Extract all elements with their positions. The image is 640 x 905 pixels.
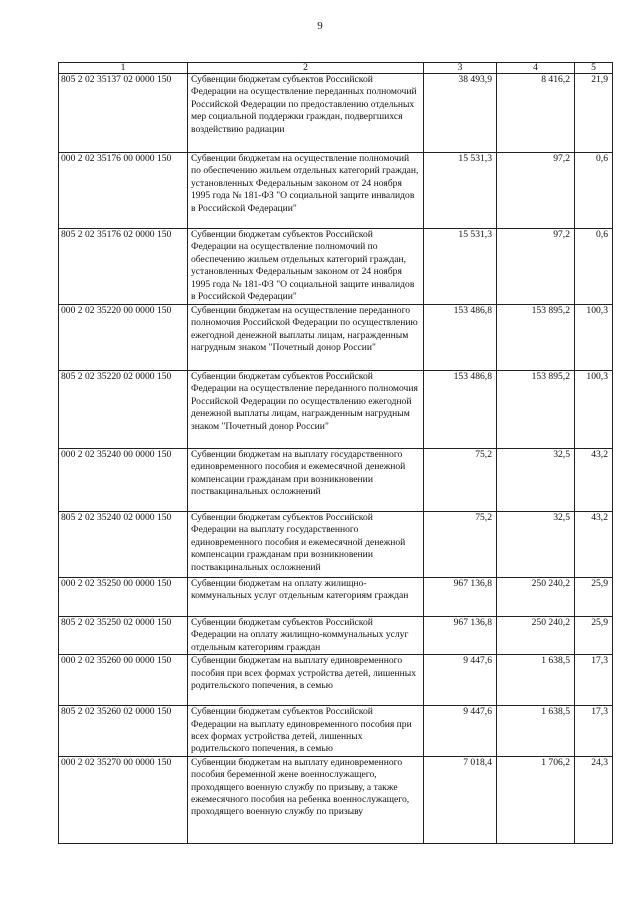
table-row xyxy=(59,229,613,305)
actual-amount-cell: 153 895,2 xyxy=(497,371,575,449)
plan-amount-cell: 75,2 xyxy=(424,512,497,578)
budget-code-cell: 000 2 02 35250 00 0000 150 xyxy=(59,578,188,617)
percent-cell: 25,9 xyxy=(575,578,613,617)
plan-amount-cell: 967 136,8 xyxy=(424,578,497,617)
table-row xyxy=(59,512,613,578)
income-name-cell: Субвенции бюджетам субъектов Российской Федерации на выплату государственного единовременного пособия и ежемесячной денежной компенсации гражданам при возникновении поствакцинальных осложнений xyxy=(188,512,424,578)
budget-code-cell: 000 2 02 35176 00 0000 150 xyxy=(59,153,188,229)
plan-amount-cell: 9 447,6 xyxy=(424,655,497,706)
actual-amount-cell: 97,2 xyxy=(497,153,575,229)
plan-amount-cell: 9 447,6 xyxy=(424,706,497,757)
actual-amount-cell: 97,2 xyxy=(497,229,575,305)
plan-amount-cell: 153 486,8 xyxy=(424,305,497,371)
actual-amount-cell: 153 895,2 xyxy=(497,305,575,371)
income-name-cell: Субвенции бюджетам субъектов Российской Федерации на осуществление переданных полномочий Российской Федерации по предоставлению отдельных мер социальной поддержки граждан, подвергшихся воздействию радиации xyxy=(188,74,424,153)
table-row xyxy=(59,449,613,512)
column-header-plan: 3 xyxy=(424,63,497,74)
income-name-cell: Субвенции бюджетам на выплату единовременного пособия при всех формах устройства детей, лишенных родительского попечения, в семью xyxy=(188,655,424,706)
percent-cell: 17,3 xyxy=(575,706,613,757)
column-header-actual: 4 xyxy=(497,63,575,74)
percent-cell: 25,9 xyxy=(575,617,613,655)
percent-cell: 17,3 xyxy=(575,655,613,706)
table-row xyxy=(59,706,613,757)
income-name-cell: Субвенции бюджетам на выплату единовременного пособия беременной жене военнослужащего, проходящего военную службу по призыву, а также ежемесячного пособия на ребенка военнослужащего, проходящего военную службу по призыву xyxy=(188,756,424,843)
actual-amount-cell: 250 240,2 xyxy=(497,617,575,655)
income-name-cell: Субвенции бюджетам субъектов Российской Федерации на осуществление полномочий по обеспечению жильем отдельных категорий граждан, установленных Федеральным законом от 24 ноября 1995 года № 181-ФЗ "О социальной защите инвалидов в Российской Федерации" xyxy=(188,229,424,305)
table-row xyxy=(59,371,613,449)
budget-code-cell: 000 2 02 35270 00 0000 150 xyxy=(59,756,188,843)
column-header-code: 1 xyxy=(59,63,188,74)
actual-amount-cell: 32,5 xyxy=(497,512,575,578)
percent-cell: 100,3 xyxy=(575,371,613,449)
percent-cell: 43,2 xyxy=(575,512,613,578)
actual-amount-cell: 250 240,2 xyxy=(497,578,575,617)
plan-amount-cell: 15 531,3 xyxy=(424,153,497,229)
plan-amount-cell: 967 136,8 xyxy=(424,617,497,655)
budget-table xyxy=(58,62,613,844)
plan-amount-cell: 7 018,4 xyxy=(424,756,497,843)
income-name-cell: Субвенции бюджетам субъектов Российской Федерации на осуществление переданного полномочия Российской Федерации по осуществлению ежегодной денежной выплаты лицам, награжденным нагрудным знаком "Почетный донор России" xyxy=(188,371,424,449)
plan-amount-cell: 75,2 xyxy=(424,449,497,512)
actual-amount-cell: 1 638,5 xyxy=(497,655,575,706)
table-row xyxy=(59,655,613,706)
budget-code-cell: 805 2 02 35250 02 0000 150 xyxy=(59,617,188,655)
budget-code-cell: 805 2 02 35260 02 0000 150 xyxy=(59,706,188,757)
income-name-cell: Субвенции бюджетам на осуществление полномочий по обеспечению жильем отдельных категорий граждан, установленных Федеральным законом от 24 ноября 1995 года № 181-ФЗ "О социальной защите инвалидов в Российской Федерации" xyxy=(188,153,424,229)
budget-code-cell: 805 2 02 35240 02 0000 150 xyxy=(59,512,188,578)
budget-code-cell: 000 2 02 35220 00 0000 150 xyxy=(59,305,188,371)
plan-amount-cell: 153 486,8 xyxy=(424,371,497,449)
actual-amount-cell: 1 706,2 xyxy=(497,756,575,843)
percent-cell: 24,3 xyxy=(575,756,613,843)
income-name-cell: Субвенции бюджетам субъектов Российской Федерации на выплату единовременного пособия при всех формах устройства детей, лишенных родительского попечения, в семью xyxy=(188,706,424,757)
plan-amount-cell: 38 493,9 xyxy=(424,74,497,153)
percent-cell: 43,2 xyxy=(575,449,613,512)
table-row xyxy=(59,578,613,617)
table-header xyxy=(59,63,613,74)
column-header-name: 2 xyxy=(188,63,424,74)
percent-cell: 0,6 xyxy=(575,153,613,229)
actual-amount-cell: 8 416,2 xyxy=(497,74,575,153)
table-row xyxy=(59,617,613,655)
budget-code-cell: 805 2 02 35220 02 0000 150 xyxy=(59,371,188,449)
percent-cell: 100,3 xyxy=(575,305,613,371)
percent-cell: 21,9 xyxy=(575,74,613,153)
budget-code-cell: 805 2 02 35137 02 0000 150 xyxy=(59,74,188,153)
table-row xyxy=(59,153,613,229)
percent-cell: 0,6 xyxy=(575,229,613,305)
table-row xyxy=(59,74,613,153)
column-header-percent: 5 xyxy=(575,63,613,74)
income-name-cell: Субвенции бюджетам на оплату жилищно-коммунальных услуг отдельным категориям граждан xyxy=(188,578,424,617)
table-body xyxy=(59,74,613,844)
table-row xyxy=(59,756,613,843)
income-name-cell: Субвенции бюджетам на осуществление переданного полномочия Российской Федерации по осуществлению ежегодной денежной выплаты лицам, награжденным нагрудным знаком "Почетный донор России" xyxy=(188,305,424,371)
plan-amount-cell: 15 531,3 xyxy=(424,229,497,305)
budget-code-cell: 000 2 02 35240 00 0000 150 xyxy=(59,449,188,512)
table-row xyxy=(59,305,613,371)
income-name-cell: Субвенции бюджетам субъектов Российской Федерации на оплату жилищно-коммунальных услуг отдельным категориям граждан xyxy=(188,617,424,655)
header-row xyxy=(59,63,613,74)
actual-amount-cell: 1 638,5 xyxy=(497,706,575,757)
budget-code-cell: 000 2 02 35260 00 0000 150 xyxy=(59,655,188,706)
page-number: 9 xyxy=(317,20,323,32)
income-name-cell: Субвенции бюджетам на выплату государственного единовременного пособия и ежемесячной денежной компенсации гражданам при возникновении поствакцинальных осложнений xyxy=(188,449,424,512)
actual-amount-cell: 32,5 xyxy=(497,449,575,512)
budget-code-cell: 805 2 02 35176 02 0000 150 xyxy=(59,229,188,305)
